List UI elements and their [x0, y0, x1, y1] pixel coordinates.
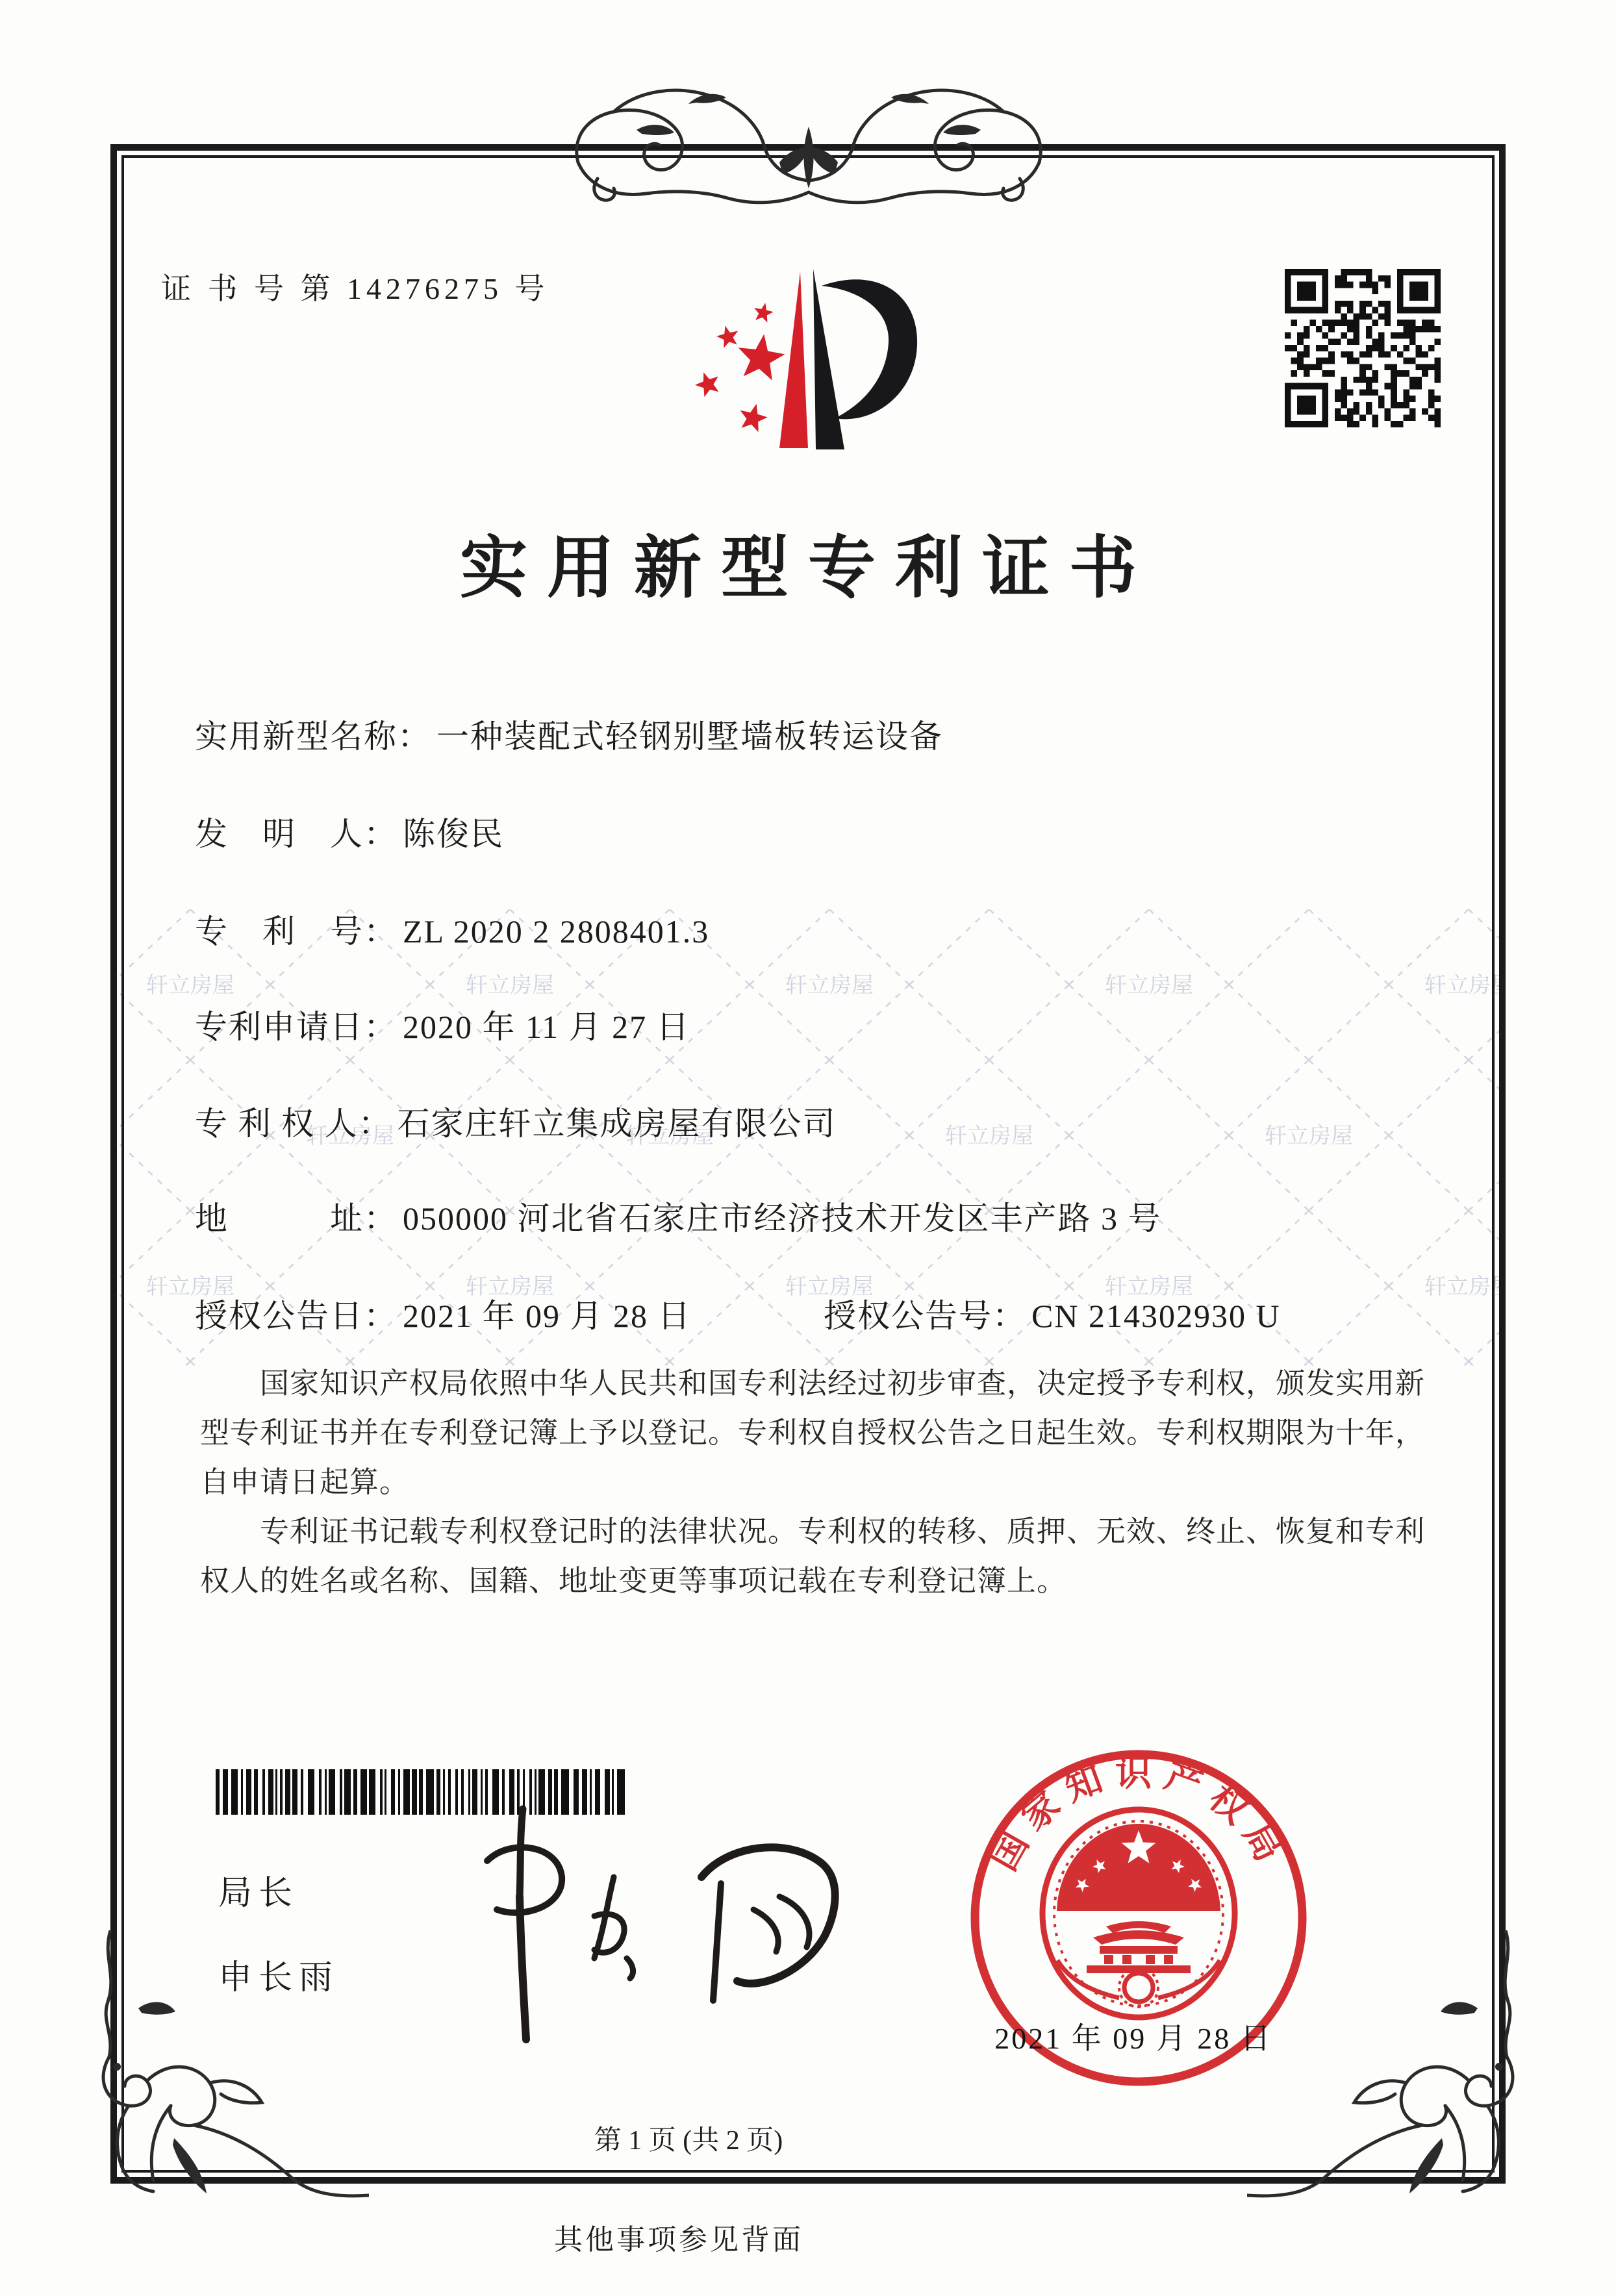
field-value: 陈俊民: [403, 816, 504, 852]
field-row-patent-number: [195, 905, 709, 952]
field-row-patentee: [195, 1098, 837, 1144]
field-value: 2021 年 09 月 28 日: [403, 1298, 692, 1334]
field-row-address: [195, 1192, 1162, 1239]
commissioner-title: 局长: [218, 1875, 299, 1912]
legal-paragraph-1: 国家知识产权局依照中华人民共和国专利法经过初步审查，决定授予专利权，颁发实用新型专利证书并在专利登记簿上予以登记。专利权自授权公告之日起生效。专利权期限为十年，自申请日起算。: [200, 1367, 1426, 1498]
back-side-note: 其他事项参见背面: [554, 2224, 803, 2256]
field-label: 授权公告号：: [824, 1298, 1026, 1334]
qr-code: [1285, 269, 1441, 427]
logo-red-wedge: [779, 271, 808, 448]
field-value: 2020 年 11 月 27 日: [403, 1009, 690, 1045]
logo-p-bowl: [822, 279, 917, 419]
field-label: 发 明 人：: [195, 816, 398, 852]
logo-stars: [695, 303, 785, 432]
field-value: 050000 河北省石家庄市经济技术开发区丰产路 3 号: [403, 1200, 1162, 1237]
legal-paragraph-2: 专利证书记载专利权登记时的法律状况。专利权的转移、质押、无效、终止、恢复和专利权人的姓名或名称、国籍、地址变更等事项记载在专利登记簿上。: [200, 1515, 1426, 1597]
field-label: 授权公告日：: [195, 1298, 398, 1334]
field-row-grant-date: [195, 1290, 1281, 1337]
field-label: 实用新型名称：: [195, 718, 431, 755]
field-row-filing-date: [195, 1001, 690, 1048]
certificate-title: 实用新型专利证书: [459, 531, 1156, 606]
seal-text: 国家知识产权局: [983, 1753, 1294, 1878]
field-row-name: [195, 711, 943, 757]
field-value: ZL 2020 2 2808401.3: [403, 913, 710, 950]
field-row-inventor: [195, 808, 504, 855]
field-label: 专 利 权 人：: [195, 1105, 392, 1142]
field-value: 石家庄轩立集成房屋有限公司: [397, 1105, 837, 1142]
field-value: CN 214302930 U: [1031, 1298, 1281, 1334]
field-label: 专 利 号：: [195, 913, 398, 950]
field-value: 一种装配式轻钢别墅墙板转运设备: [436, 718, 943, 755]
field-label: 专利申请日：: [195, 1009, 398, 1045]
logo-black-wedge: [813, 269, 844, 449]
cnipa-logo: [687, 255, 929, 459]
legal-text: [200, 1359, 1429, 1606]
top-ornament: [559, 65, 1059, 214]
commissioner-name: 申长雨: [218, 1960, 340, 1997]
commissioner-signature: [448, 1799, 851, 2046]
field-label: 地 址：: [195, 1200, 398, 1237]
page-number: 第 1 页 (共 2 页): [594, 2126, 783, 2156]
seal-national-emblem: [1042, 1810, 1235, 2017]
certificate-number: 证 书 号 第 14276275 号: [161, 272, 549, 305]
field-gazette-number: [824, 1290, 1281, 1337]
seal-date: 2021 年 09 月 28 日: [994, 2022, 1272, 2055]
